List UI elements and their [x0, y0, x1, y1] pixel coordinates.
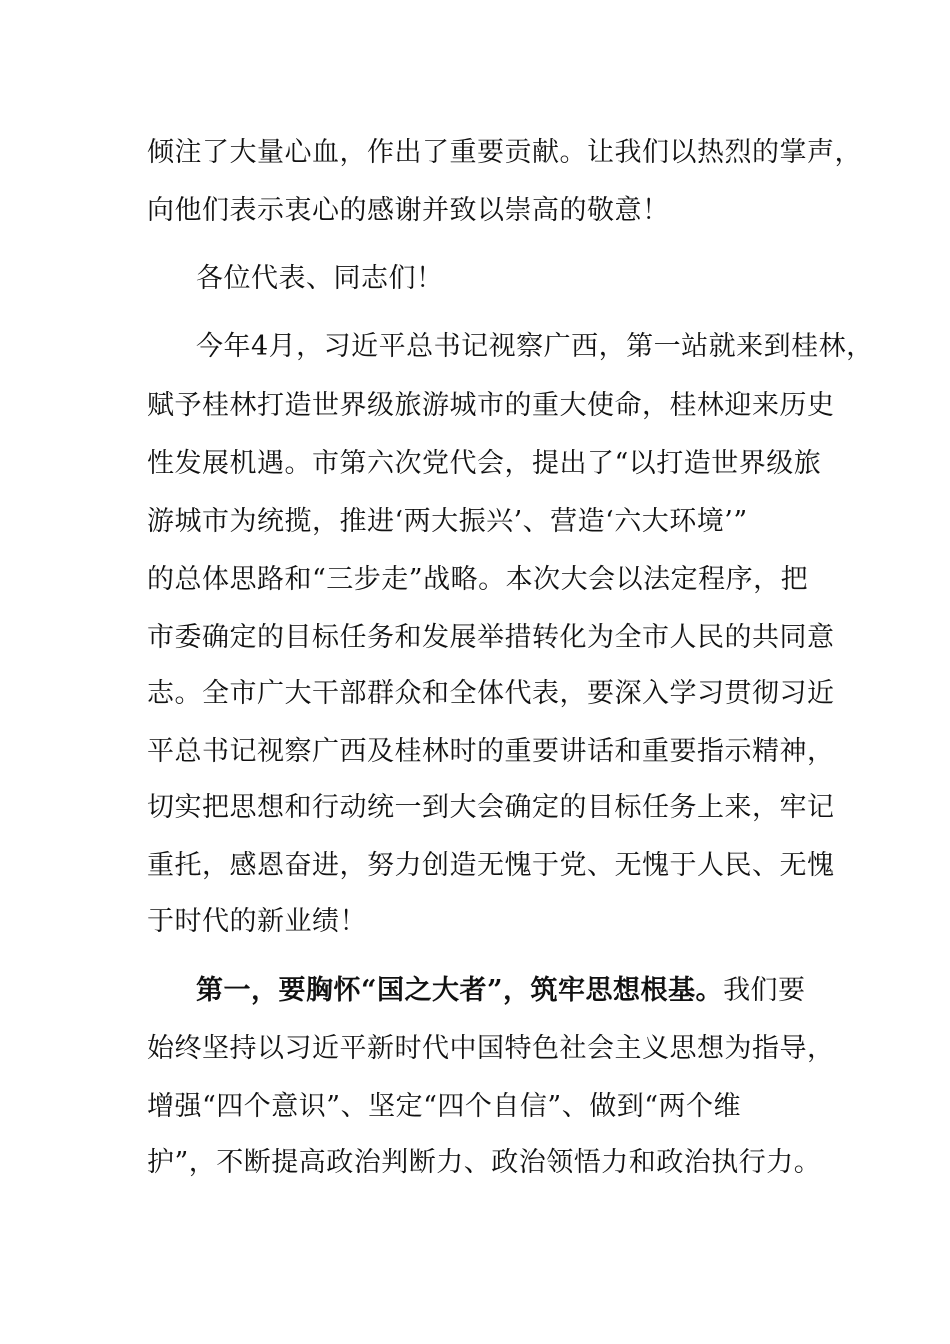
paragraph-line: 护”，不断提高政治判断力、政治领悟力和政治执行力。 [147, 1147, 822, 1178]
paragraph-line: 向他们表示衷心的感谢并致以崇高的敬意！ [147, 195, 670, 226]
paragraph-line: 市委确定的目标任务和发展举措转化为全市人民的共同意 [147, 622, 835, 653]
paragraph-line: 重托，感恩奋进，努力创造无愧于党、无愧于人民、无愧 [147, 850, 835, 881]
salutation-line: 各位代表、同志们！ [196, 263, 444, 294]
section-heading: 第一，要胸怀“国之大者”，筑牢思想根基。 [196, 975, 724, 1006]
section-heading-continuation: 我们要 [723, 975, 806, 1006]
paragraph-line: 平总书记视察广西及桂林时的重要讲话和重要指示精神， [147, 736, 835, 767]
paragraph-line: 赋予桂林打造世界级旅游城市的重大使命，桂林迎来历史 [147, 390, 835, 421]
paragraph-line: 的总体思路和“三步走”战略。本次大会以法定程序，把 [147, 564, 809, 595]
paragraph-line: 性发展机遇。市第六次党代会，提出了“以打造世界级旅 [147, 448, 822, 479]
paragraph-line: 增强“四个意识”、坚定“四个自信”、做到“两个维 [147, 1091, 742, 1122]
paragraph-line: 切实把思想和行动统一到大会确定的目标任务上来，牢记 [147, 792, 835, 823]
section-heading-line [196, 974, 806, 1008]
paragraph-line: 志。全市广大干部群众和全体代表，要深入学习贯彻习近 [147, 678, 835, 709]
paragraph-line: 于时代的新业绩！ [147, 906, 367, 937]
paragraph-line: 始终坚持以习近平新时代中国特色社会主义思想为指导， [147, 1033, 835, 1064]
paragraph-line: 游城市为统揽，推进‘两大振兴’、营造‘六大环境’” [147, 506, 748, 537]
paragraph-line: 倾注了大量心血，作出了重要贡献。让我们以热烈的掌声， [147, 137, 862, 168]
paragraph-line: 今年4月，习近平总书记视察广西，第一站就来到桂林， [196, 331, 874, 362]
